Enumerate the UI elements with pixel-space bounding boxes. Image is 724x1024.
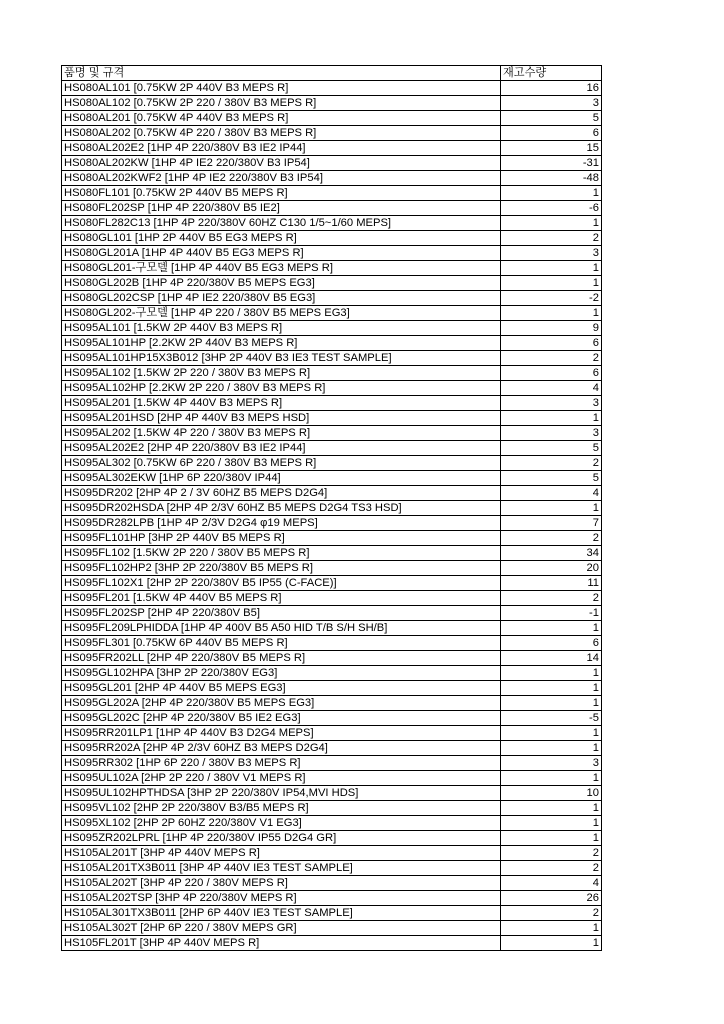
- stock-qty-cell: 15: [501, 141, 602, 156]
- product-name-cell: HS095DR282LPB [1HP 4P 2/3V D2G4 φ19 MEPS]: [62, 516, 501, 531]
- product-name-cell: HS095UL102HPTHDSA [3HP 2P 220/380V IP54,MVI HDS]: [62, 786, 501, 801]
- product-name-cell: HS095XL102 [2HP 2P 60HZ 220/380V V1 EG3]: [62, 816, 501, 831]
- table-row: [62, 576, 602, 591]
- table-row: [62, 786, 602, 801]
- stock-qty-cell: 6: [501, 336, 602, 351]
- table-row: [62, 726, 602, 741]
- product-name-cell: HS095FR202LL [2HP 4P 220/380V B5 MEPS R]: [62, 651, 501, 666]
- stock-qty-cell: 2: [501, 456, 602, 471]
- stock-qty-cell: 20: [501, 561, 602, 576]
- product-name-cell: HS095FL102HP2 [3HP 2P 220/380V B5 MEPS R]: [62, 561, 501, 576]
- table-row: [62, 561, 602, 576]
- table-row: [62, 906, 602, 921]
- product-name-cell: HS095FL209LPHIDDA [1HP 4P 400V B5 A50 HID T/B S/H SH/B]: [62, 621, 501, 636]
- product-name-cell: HS080AL202KWF2 [1HP 4P IE2 220/380V B3 IP54]: [62, 171, 501, 186]
- stock-qty-cell: 1: [501, 801, 602, 816]
- table-header-row: [62, 66, 602, 81]
- product-name-cell: HS080AL101 [0.75KW 2P 440V B3 MEPS R]: [62, 81, 501, 96]
- table-row: [62, 816, 602, 831]
- stock-qty-cell: 1: [501, 276, 602, 291]
- stock-qty-cell: 1: [501, 726, 602, 741]
- product-name-cell: HS095RR302 [1HP 6P 220 / 380V B3 MEPS R]: [62, 756, 501, 771]
- table-row: [62, 756, 602, 771]
- product-name-cell: HS080AL201 [0.75KW 4P 440V B3 MEPS R]: [62, 111, 501, 126]
- table-row: [62, 696, 602, 711]
- product-name-cell: HS105AL201TX3B011 [3HP 4P 440V IE3 TEST SAMPLE]: [62, 861, 501, 876]
- product-name-cell: HS080AL202 [0.75KW 4P 220 / 380V B3 MEPS R]: [62, 126, 501, 141]
- inventory-table: [61, 65, 602, 951]
- stock-qty-cell: 1: [501, 216, 602, 231]
- table-row: [62, 936, 602, 951]
- stock-qty-cell: 34: [501, 546, 602, 561]
- stock-qty-cell: 6: [501, 126, 602, 141]
- product-name-cell: HS095AL102HP [2.2KW 2P 220 / 380V B3 MEPS R]: [62, 381, 501, 396]
- table-row: [62, 651, 602, 666]
- product-name-cell: HS095FL102 [1.5KW 2P 220 / 380V B5 MEPS R]: [62, 546, 501, 561]
- product-name-cell: HS095GL102HPA [3HP 2P 220/380V EG3]: [62, 666, 501, 681]
- table-row: [62, 411, 602, 426]
- stock-qty-cell: 4: [501, 486, 602, 501]
- stock-qty-cell: 2: [501, 351, 602, 366]
- stock-qty-cell: 5: [501, 471, 602, 486]
- stock-qty-cell: 1: [501, 306, 602, 321]
- stock-qty-cell: 1: [501, 621, 602, 636]
- stock-qty-cell: 6: [501, 366, 602, 381]
- table-row: [62, 201, 602, 216]
- product-name-cell: HS080FL101 [0.75KW 2P 440V B5 MEPS R]: [62, 186, 501, 201]
- product-name-cell: HS080GL201-구모델 [1HP 4P 440V B5 EG3 MEPS R]: [62, 261, 501, 276]
- product-name-cell: HS095AL101HP15X3B012 [3HP 2P 440V B3 IE3 TEST SAMPLE]: [62, 351, 501, 366]
- stock-qty-cell: 1: [501, 411, 602, 426]
- table-row: [62, 141, 602, 156]
- table-row: [62, 531, 602, 546]
- table-row: [62, 681, 602, 696]
- product-name-cell: HS095AL202 [1.5KW 4P 220 / 380V B3 MEPS R]: [62, 426, 501, 441]
- stock-qty-cell: 10: [501, 786, 602, 801]
- stock-qty-cell: 9: [501, 321, 602, 336]
- table-row: [62, 396, 602, 411]
- product-name-cell: HS080AL202KW [1HP 4P IE2 220/380V B3 IP54]: [62, 156, 501, 171]
- table-row: [62, 276, 602, 291]
- stock-qty-cell: 1: [501, 681, 602, 696]
- table-row: [62, 246, 602, 261]
- table-row: [62, 486, 602, 501]
- stock-qty-cell: 5: [501, 111, 602, 126]
- product-name-cell: HS080FL202SP [1HP 4P 220/380V B5 IE2]: [62, 201, 501, 216]
- table-row: [62, 636, 602, 651]
- stock-qty-cell: 1: [501, 771, 602, 786]
- stock-qty-cell: 3: [501, 246, 602, 261]
- product-name-cell: HS095RR202A [2HP 4P 2/3V 60HZ B3 MEPS D2G4]: [62, 741, 501, 756]
- table-row: [62, 126, 602, 141]
- table-row: [62, 336, 602, 351]
- product-name-cell: HS080GL202CSP [1HP 4P IE2 220/380V B5 EG3]: [62, 291, 501, 306]
- product-name-cell: HS095AL202E2 [2HP 4P 220/380V B3 IE2 IP44]: [62, 441, 501, 456]
- product-name-cell: HS095AL101HP [2.2KW 2P 440V B3 MEPS R]: [62, 336, 501, 351]
- table-row: [62, 801, 602, 816]
- table-row: [62, 291, 602, 306]
- table-row: [62, 831, 602, 846]
- table-row: [62, 621, 602, 636]
- product-name-cell: HS080GL202B [1HP 4P 220/380V B5 MEPS EG3]: [62, 276, 501, 291]
- product-name-cell: HS095UL102A [2HP 2P 220 / 380V V1 MEPS R]: [62, 771, 501, 786]
- table-row: [62, 231, 602, 246]
- product-name-cell: HS095AL201 [1.5KW 4P 440V B3 MEPS R]: [62, 396, 501, 411]
- stock-qty-cell: -48: [501, 171, 602, 186]
- stock-qty-cell: -2: [501, 291, 602, 306]
- product-name-cell: HS095FL101HP [3HP 2P 440V B5 MEPS R]: [62, 531, 501, 546]
- stock-qty-cell: 3: [501, 426, 602, 441]
- stock-qty-cell: 16: [501, 81, 602, 96]
- table-row: [62, 81, 602, 96]
- product-name-cell: HS080AL102 [0.75KW 2P 220 / 380V B3 MEPS R]: [62, 96, 501, 111]
- table-row: [62, 666, 602, 681]
- product-name-cell: HS095RR201LP1 [1HP 4P 440V B3 D2G4 MEPS]: [62, 726, 501, 741]
- product-name-cell: HS105AL202T [3HP 4P 220 / 380V MEPS R]: [62, 876, 501, 891]
- table-row: [62, 96, 602, 111]
- table-row: [62, 516, 602, 531]
- stock-qty-cell: -1: [501, 606, 602, 621]
- stock-qty-cell: 3: [501, 96, 602, 111]
- stock-qty-cell: 1: [501, 816, 602, 831]
- table-row: [62, 861, 602, 876]
- stock-qty-cell: 2: [501, 231, 602, 246]
- table-row: [62, 321, 602, 336]
- stock-qty-cell: -5: [501, 711, 602, 726]
- product-name-cell: HS095DR202 [2HP 4P 2 / 3V 60HZ B5 MEPS D2G4]: [62, 486, 501, 501]
- stock-qty-cell: 1: [501, 831, 602, 846]
- table-row: [62, 606, 602, 621]
- stock-qty-cell: 3: [501, 756, 602, 771]
- product-name-cell: HS095GL201 [2HP 4P 440V B5 MEPS EG3]: [62, 681, 501, 696]
- product-name-cell: HS095AL101 [1.5KW 2P 440V B3 MEPS R]: [62, 321, 501, 336]
- table-row: [62, 471, 602, 486]
- table-row: [62, 711, 602, 726]
- table-row: [62, 846, 602, 861]
- table-row: [62, 741, 602, 756]
- product-name-cell: HS095DR202HSDA [2HP 4P 2/3V 60HZ B5 MEPS D2G4 TS3 HSD]: [62, 501, 501, 516]
- header-qty: 재고수량: [501, 66, 602, 81]
- table-row: [62, 921, 602, 936]
- stock-qty-cell: 1: [501, 696, 602, 711]
- product-name-cell: HS095AL302EKW [1HP 6P 220/380V IP44]: [62, 471, 501, 486]
- table-row: [62, 216, 602, 231]
- stock-qty-cell: 1: [501, 741, 602, 756]
- table-row: [62, 441, 602, 456]
- stock-qty-cell: 4: [501, 381, 602, 396]
- product-name-cell: HS080GL201A [1HP 4P 440V B5 EG3 MEPS R]: [62, 246, 501, 261]
- product-name-cell: HS080AL202E2 [1HP 4P 220/380V B3 IE2 IP44]: [62, 141, 501, 156]
- table-row: [62, 456, 602, 471]
- table-row: [62, 186, 602, 201]
- stock-qty-cell: 2: [501, 906, 602, 921]
- table-row: [62, 876, 602, 891]
- table-row: [62, 426, 602, 441]
- product-name-cell: HS095AL302 [0.75KW 6P 220 / 380V B3 MEPS R]: [62, 456, 501, 471]
- table-row: [62, 111, 602, 126]
- table-row: [62, 261, 602, 276]
- stock-qty-cell: 6: [501, 636, 602, 651]
- stock-qty-cell: 26: [501, 891, 602, 906]
- product-name-cell: HS080GL202-구모델 [1HP 4P 220 / 380V B5 MEPS EG3]: [62, 306, 501, 321]
- stock-qty-cell: 2: [501, 591, 602, 606]
- table-row: [62, 306, 602, 321]
- stock-qty-cell: 14: [501, 651, 602, 666]
- table-row: [62, 591, 602, 606]
- table-row: [62, 156, 602, 171]
- table-row: [62, 171, 602, 186]
- product-name-cell: HS095VL102 [2HP 2P 220/380V B3/B5 MEPS R]: [62, 801, 501, 816]
- product-name-cell: HS105FL201T [3HP 4P 440V MEPS R]: [62, 936, 501, 951]
- product-name-cell: HS095AL201HSD [2HP 4P 440V B3 MEPS HSD]: [62, 411, 501, 426]
- stock-qty-cell: 2: [501, 861, 602, 876]
- stock-qty-cell: 2: [501, 531, 602, 546]
- stock-qty-cell: 1: [501, 666, 602, 681]
- header-name: 품명 및 규격: [62, 66, 501, 81]
- table-row: [62, 546, 602, 561]
- table-row: [62, 771, 602, 786]
- table-body: [62, 81, 602, 951]
- table-row: [62, 366, 602, 381]
- stock-qty-cell: 1: [501, 501, 602, 516]
- product-name-cell: HS080FL282C13 [1HP 4P 220/380V 60HZ C130 1/5~1/60 MEPS]: [62, 216, 501, 231]
- product-name-cell: HS095FL202SP [2HP 4P 220/380V B5]: [62, 606, 501, 621]
- table-row: [62, 351, 602, 366]
- table-row: [62, 501, 602, 516]
- product-name-cell: HS095FL201 [1.5KW 4P 440V B5 MEPS R]: [62, 591, 501, 606]
- product-name-cell: HS095AL102 [1.5KW 2P 220 / 380V B3 MEPS R]: [62, 366, 501, 381]
- stock-qty-cell: 1: [501, 261, 602, 276]
- product-name-cell: HS105AL202TSP [3HP 4P 220/380V MEPS R]: [62, 891, 501, 906]
- stock-qty-cell: 1: [501, 936, 602, 951]
- stock-qty-cell: 3: [501, 396, 602, 411]
- stock-qty-cell: -31: [501, 156, 602, 171]
- table-row: [62, 381, 602, 396]
- product-name-cell: HS095ZR202LPRL [1HP 4P 220/380V IP55 D2G4 GR]: [62, 831, 501, 846]
- product-name-cell: HS105AL302T [2HP 6P 220 / 380V MEPS GR]: [62, 921, 501, 936]
- stock-qty-cell: 4: [501, 876, 602, 891]
- stock-qty-cell: 1: [501, 186, 602, 201]
- stock-qty-cell: 1: [501, 921, 602, 936]
- stock-qty-cell: 2: [501, 846, 602, 861]
- product-name-cell: HS095GL202A [2HP 4P 220/380V B5 MEPS EG3]: [62, 696, 501, 711]
- stock-qty-cell: 11: [501, 576, 602, 591]
- stock-qty-cell: -6: [501, 201, 602, 216]
- product-name-cell: HS095FL301 [0.75KW 6P 440V B5 MEPS R]: [62, 636, 501, 651]
- table-row: [62, 891, 602, 906]
- stock-qty-cell: 5: [501, 441, 602, 456]
- product-name-cell: HS095GL202C [2HP 4P 220/380V B5 IE2 EG3]: [62, 711, 501, 726]
- stock-qty-cell: 7: [501, 516, 602, 531]
- product-name-cell: HS105AL301TX3B011 [2HP 6P 440V IE3 TEST SAMPLE]: [62, 906, 501, 921]
- product-name-cell: HS105AL201T [3HP 4P 440V MEPS R]: [62, 846, 501, 861]
- product-name-cell: HS095FL102X1 [2HP 2P 220/380V B5 IP55 (C-FACE)]: [62, 576, 501, 591]
- product-name-cell: HS080GL101 [1HP 2P 440V B5 EG3 MEPS R]: [62, 231, 501, 246]
